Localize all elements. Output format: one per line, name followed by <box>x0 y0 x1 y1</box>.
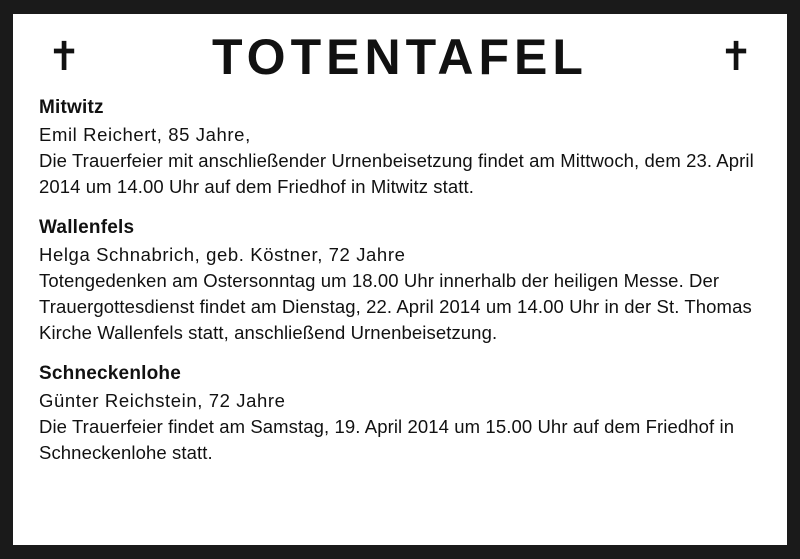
entry-place: Wallenfels <box>39 217 135 238</box>
notice-content <box>13 14 787 545</box>
entry-person: Helga Schnabrich, geb. Köstner, 72 Jahre <box>39 244 406 265</box>
entry-text: Die Trauerfeier mit anschließender Urnenbeisetzung findet am Mittwoch, dem 23. April 2014 um 14.00 Uhr auf dem Friedhof in Mitwitz statt. <box>39 150 754 197</box>
entry-person: Günter Reichstein, 72 Jahre <box>39 390 286 411</box>
list-item <box>39 216 761 346</box>
entry-place: Schneckenlohe <box>39 363 181 384</box>
entry-text: Die Trauerfeier findet am Samstag, 19. April 2014 um 15.00 Uhr auf dem Friedhof in Schneckenlohe statt. <box>39 416 735 463</box>
entry-person: Emil Reichert, 85 Jahre, <box>39 124 251 145</box>
entry-place: Mitwitz <box>39 97 104 118</box>
notice-header <box>31 14 769 90</box>
entry-text: Totengedenken am Ostersonntag um 18.00 Uhr innerhalb der heiligen Messe. Der Trauergottesdienst findet am Dienstag, 22. April 2014 um 14.00 Uhr in der St. Thomas Kirche Wallenfels statt, anschließend Urnenbeisetzung. <box>39 270 752 343</box>
list-item <box>39 362 761 466</box>
list-item <box>39 96 761 200</box>
cross-icon: ✝ <box>47 34 81 80</box>
cross-icon: ✝ <box>719 34 753 80</box>
page-title: TOTENTAFEL <box>212 29 588 85</box>
entry-list <box>31 90 769 466</box>
